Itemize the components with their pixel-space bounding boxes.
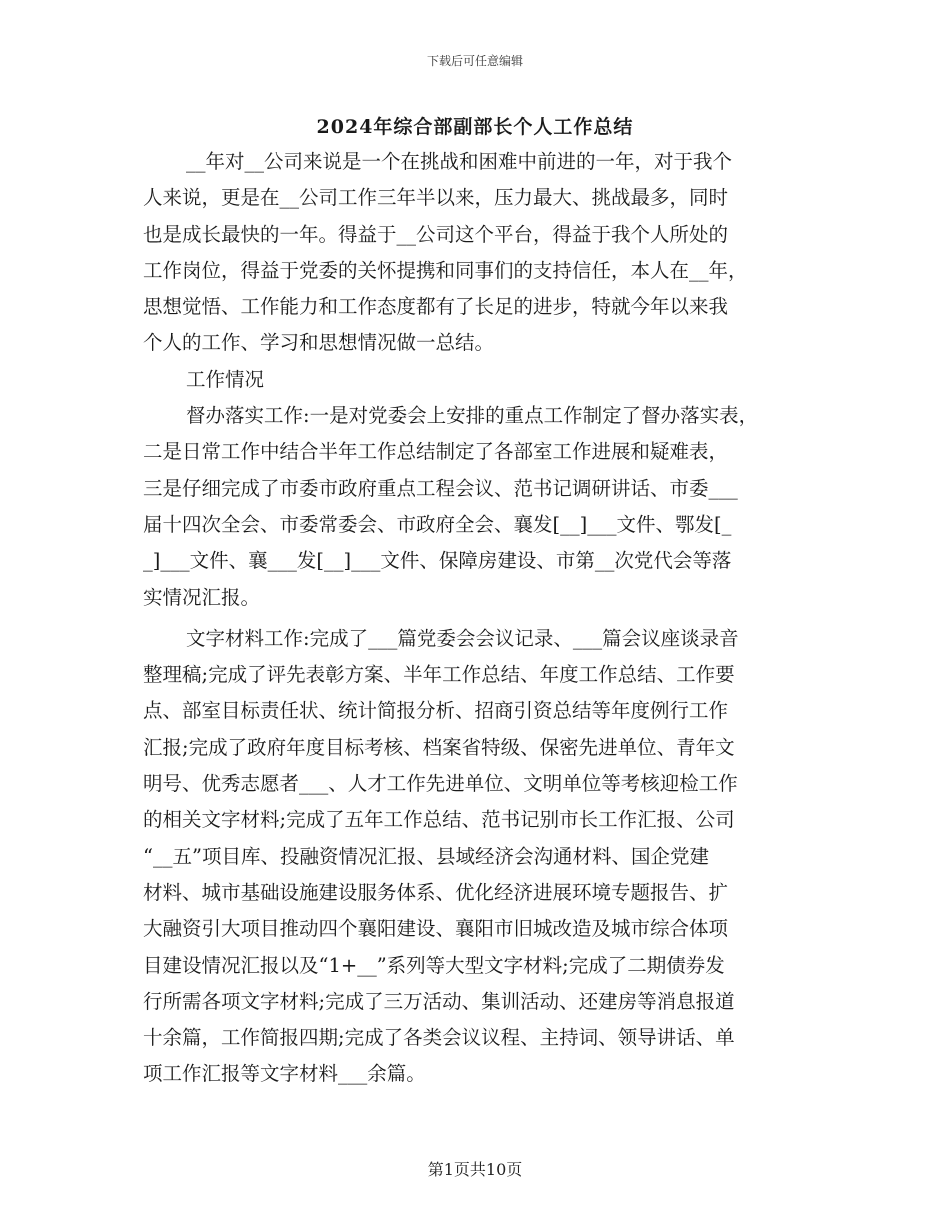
paragraph-line: 汇报;完成了政府年度目标考核、档案省特级、保密先进单位、青年文 (143, 735, 735, 759)
paragraph-line: 目建设情况汇报以及“1+__”系列等大型文字材料;完成了二期债券发 (143, 953, 725, 977)
paragraph-line: 工作岗位，得益于党委的关怀提携和同事们的支持信任，本人在__年， (143, 258, 748, 282)
paragraph-line: 人来说，更是在__公司工作三年半以来，压力最大、挑战最多，同时 (143, 186, 729, 210)
paragraph-line: 督办落实工作:一是对党委会上安排的重点工作制定了督办落实表， (186, 404, 759, 428)
document-body (143, 144, 815, 1093)
section-heading: 工作情况 (186, 367, 265, 391)
paragraph-line: “__五”项目库、投融资情况汇报、县域经济会沟通材料、国企党建 (143, 844, 709, 868)
paragraph-line: 思想觉悟、工作能力和工作态度都有了长足的进步，特就今年以来我 (143, 295, 729, 319)
page-number: 第1页共10页 (427, 1160, 523, 1179)
paragraph-line: __年对__公司来说是一个在挑战和困难中前进的一年，对于我个 (186, 150, 733, 173)
paragraph-line: 的相关文字材料;完成了五年工作总结、范书记别市长工作汇报、公司 (143, 808, 735, 832)
paragraph-line: 实情况汇报。 (143, 585, 261, 609)
paragraph-line: 明号、优秀志愿者___、人才工作先进单位、文明单位等考核迎检工作 (143, 772, 738, 796)
paragraph-line: 二是日常工作中结合半年工作总结制定了各部室工作进展和疑难表， (143, 440, 729, 464)
paragraph-line: 文字材料工作:完成了___篇党委会会议记录、___篇会议座谈录音 (186, 626, 739, 650)
paragraph-line: 十余篇，工作简报四期;完成了各类会议议程、主持词、领导讲话、单 (143, 1026, 735, 1050)
paragraph-line: _]___文件、襄___发[__]___文件、保障房建设、市第__次党代会等落 (143, 549, 732, 573)
paragraph-line: 也是成长最快的一年。得益于__公司这个平台，得益于我个人所处的 (143, 222, 729, 246)
paragraph-line: 材料、城市基础设施建设服务体系、优化经济进展环境专题报告、扩 (143, 880, 729, 904)
paragraph-line: 项工作汇报等文字材料___余篇。 (143, 1062, 426, 1086)
paragraph-line: 个人的工作、学习和思想情况做一总结。 (143, 331, 495, 355)
paragraph-line: 行所需各项文字材料;完成了三万活动、集训活动、还建房等消息报道 (143, 989, 735, 1013)
paragraph-line: 三是仔细完成了市委市政府重点工程会议、范书记调研讲话、市委___ (143, 476, 738, 500)
document-title: 2024年综合部副部长个人工作总结 (316, 116, 634, 138)
paragraph-line: 点、部室目标责任状、统计简报分析、招商引资总结等年度例行工作 (143, 699, 729, 723)
paragraph-line: 届十四次全会、市委常委会、市政府全会、襄发[__]___文件、鄂发[_ (143, 512, 732, 536)
paragraph-line: 大融资引大项目推动四个襄阳建设、襄阳市旧城改造及城市综合体项 (143, 917, 729, 941)
header-note: 下载后可任意编辑 (426, 54, 523, 68)
paragraph-line: 整理稿;完成了评先表彰方案、半年工作总结、年度工作总结、工作要 (143, 663, 735, 687)
